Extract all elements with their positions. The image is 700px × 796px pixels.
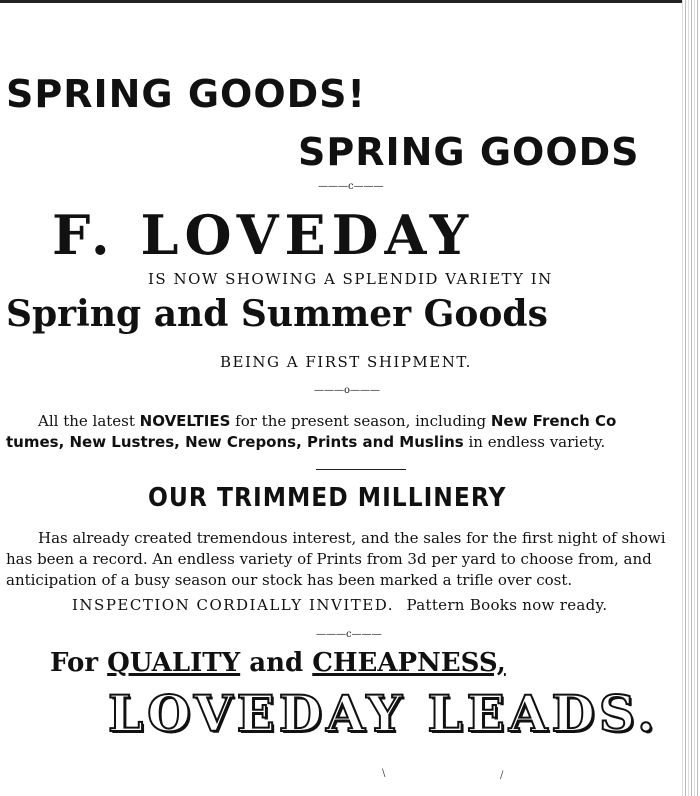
print-mark-2: / [500, 770, 504, 781]
closing-slogan: LOVEDAY LEADS. [108, 684, 659, 743]
first-shipment: BEING A FIRST SHIPMENT. [220, 353, 472, 371]
page-edge [682, 0, 700, 796]
separator-3: ———c——— [316, 629, 382, 640]
millinery-heading: OUR TRIMMED MILLINERY [148, 483, 507, 513]
novelties-paragraph: All the latest NOVELTIES for the present season, including New French Co tumes, New Lustres, New Crepons, Prints and Muslins in endless variety. [6, 412, 617, 451]
rule-1 [316, 469, 406, 470]
millinery-paragraph: Has already created tremendous interest, and the sales for the first night of showi has been a record. An endless variety of Prints from 3d per yard to choose from, and anticipation of a busy season our stock has been marked a trifle over cost. [6, 529, 666, 589]
top-border [0, 0, 700, 3]
showing-line: IS NOW SHOWING A SPLENDID VARIETY IN [148, 270, 553, 288]
inspection-line: INSPECTION CORDIALLY INVITED. Pattern Books now ready. [72, 596, 608, 614]
heading-spring-goods-2: SPRING GOODS [298, 130, 640, 174]
headline-spring-summer: Spring and Summer Goods [6, 293, 548, 335]
separator-2: ———o——— [314, 385, 381, 396]
merchant-name: F. LOVEDAY [52, 203, 475, 267]
slogan: For QUALITY and CHEAPNESS, [50, 648, 506, 678]
print-mark-1: \ [382, 768, 386, 779]
heading-spring-goods-1: SPRING GOODS! [6, 72, 366, 116]
separator-1: ———c——— [318, 181, 384, 192]
